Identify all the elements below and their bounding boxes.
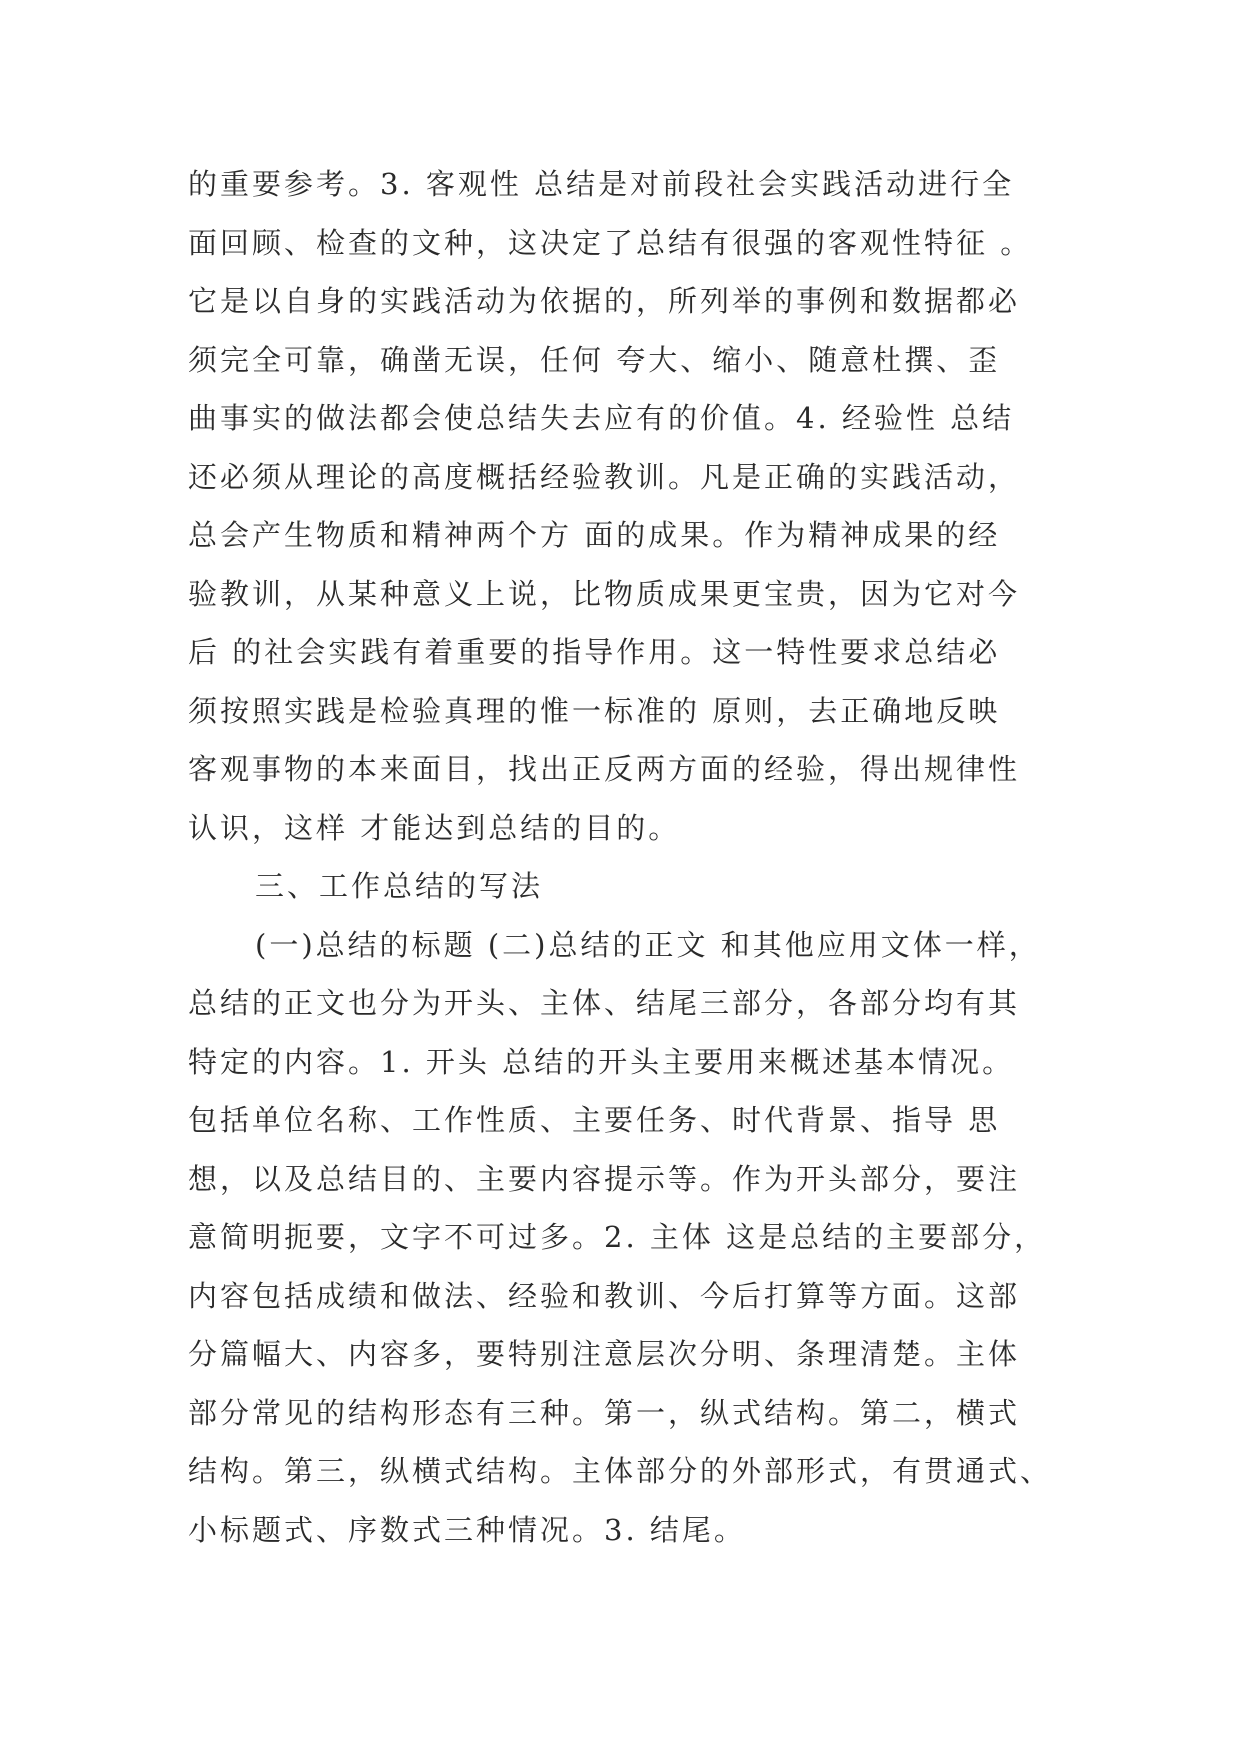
- paragraph-line: 须按照实践是检验真理的惟一标准的 原则，去正确地反映: [188, 693, 1001, 728]
- paragraph-line: 包括单位名称、工作性质、主要任务、时代背景、指导 思: [188, 1103, 1001, 1137]
- body-text: [188, 155, 1068, 1559]
- paragraph-line: 曲事实的做法都会使总结失去应有的价值。4. 经验性 总结: [188, 401, 1015, 435]
- paragraph-line: 结构。第三，纵横式结构。主体部分的外部形式，有贯通式、: [188, 1454, 1053, 1488]
- paragraph-line: 内容包括成绩和做法、经验和教训、今后打算等方面。这部: [188, 1278, 1021, 1313]
- paragraph-line: 面回顾、检查的文种，这决定了总结有很强的客观性特征 。: [188, 225, 1033, 260]
- paragraph-line: 总会产生物质和精神两个方 面的成果。作为精神成果的经: [188, 518, 1001, 552]
- paragraph-line: 客观事物的本来面目，找出正反两方面的经验，得出规律性: [188, 752, 1021, 786]
- paragraph-line: 认识，这样 才能达到总结的目的。: [188, 810, 681, 845]
- paragraph-line: 分篇幅大、内容多，要特别注意层次分明、条理清楚。主体: [188, 1337, 1021, 1371]
- paragraph-line: 意简明扼要，文字不可过多。2. 主体 这是总结的主要部分，: [188, 1220, 1047, 1254]
- paragraph-line: 总结的正文也分为开头、主体、结尾三部分，各部分均有其: [188, 986, 1021, 1020]
- paragraph-line: 验教训，从某种意义上说，比物质成果更宝贵，因为它对今: [188, 576, 1021, 611]
- paragraph-line: 还必须从理论的高度概括经验教训。凡是正确的实践活动，: [188, 459, 1021, 494]
- paragraph-line-indented: 三、工作总结的写法: [255, 869, 544, 903]
- paragraph-line: 须完全可靠，确凿无误，任何 夸大、缩小、随意杜撰、歪: [188, 342, 1001, 377]
- paragraph-line: 它是以自身的实践活动为依据的，所列举的事例和数据都必: [188, 284, 1021, 318]
- paragraph-line: 的重要参考。3. 客观性 总结是对前段社会实践活动进行全: [188, 167, 1015, 201]
- paragraph-line-indented: (一)总结的标题 (二)总结的正文 和其他应用文体一样，: [255, 927, 1041, 962]
- paragraph-line: 部分常见的结构形态有三种。第一，纵式结构。第二，横式: [188, 1395, 1021, 1430]
- paragraph-line: 小标题式、序数式三种情况。3. 结尾。: [188, 1512, 746, 1547]
- paragraph-line: 特定的内容。1. 开头 总结的开头主要用来概述基本情况。: [188, 1044, 1015, 1079]
- paragraph-line: 后 的社会实践有着重要的指导作用。这一特性要求总结必: [188, 635, 1001, 669]
- paragraph-line: 想，以及总结目的、主要内容提示等。作为开头部分，要注: [188, 1161, 1021, 1196]
